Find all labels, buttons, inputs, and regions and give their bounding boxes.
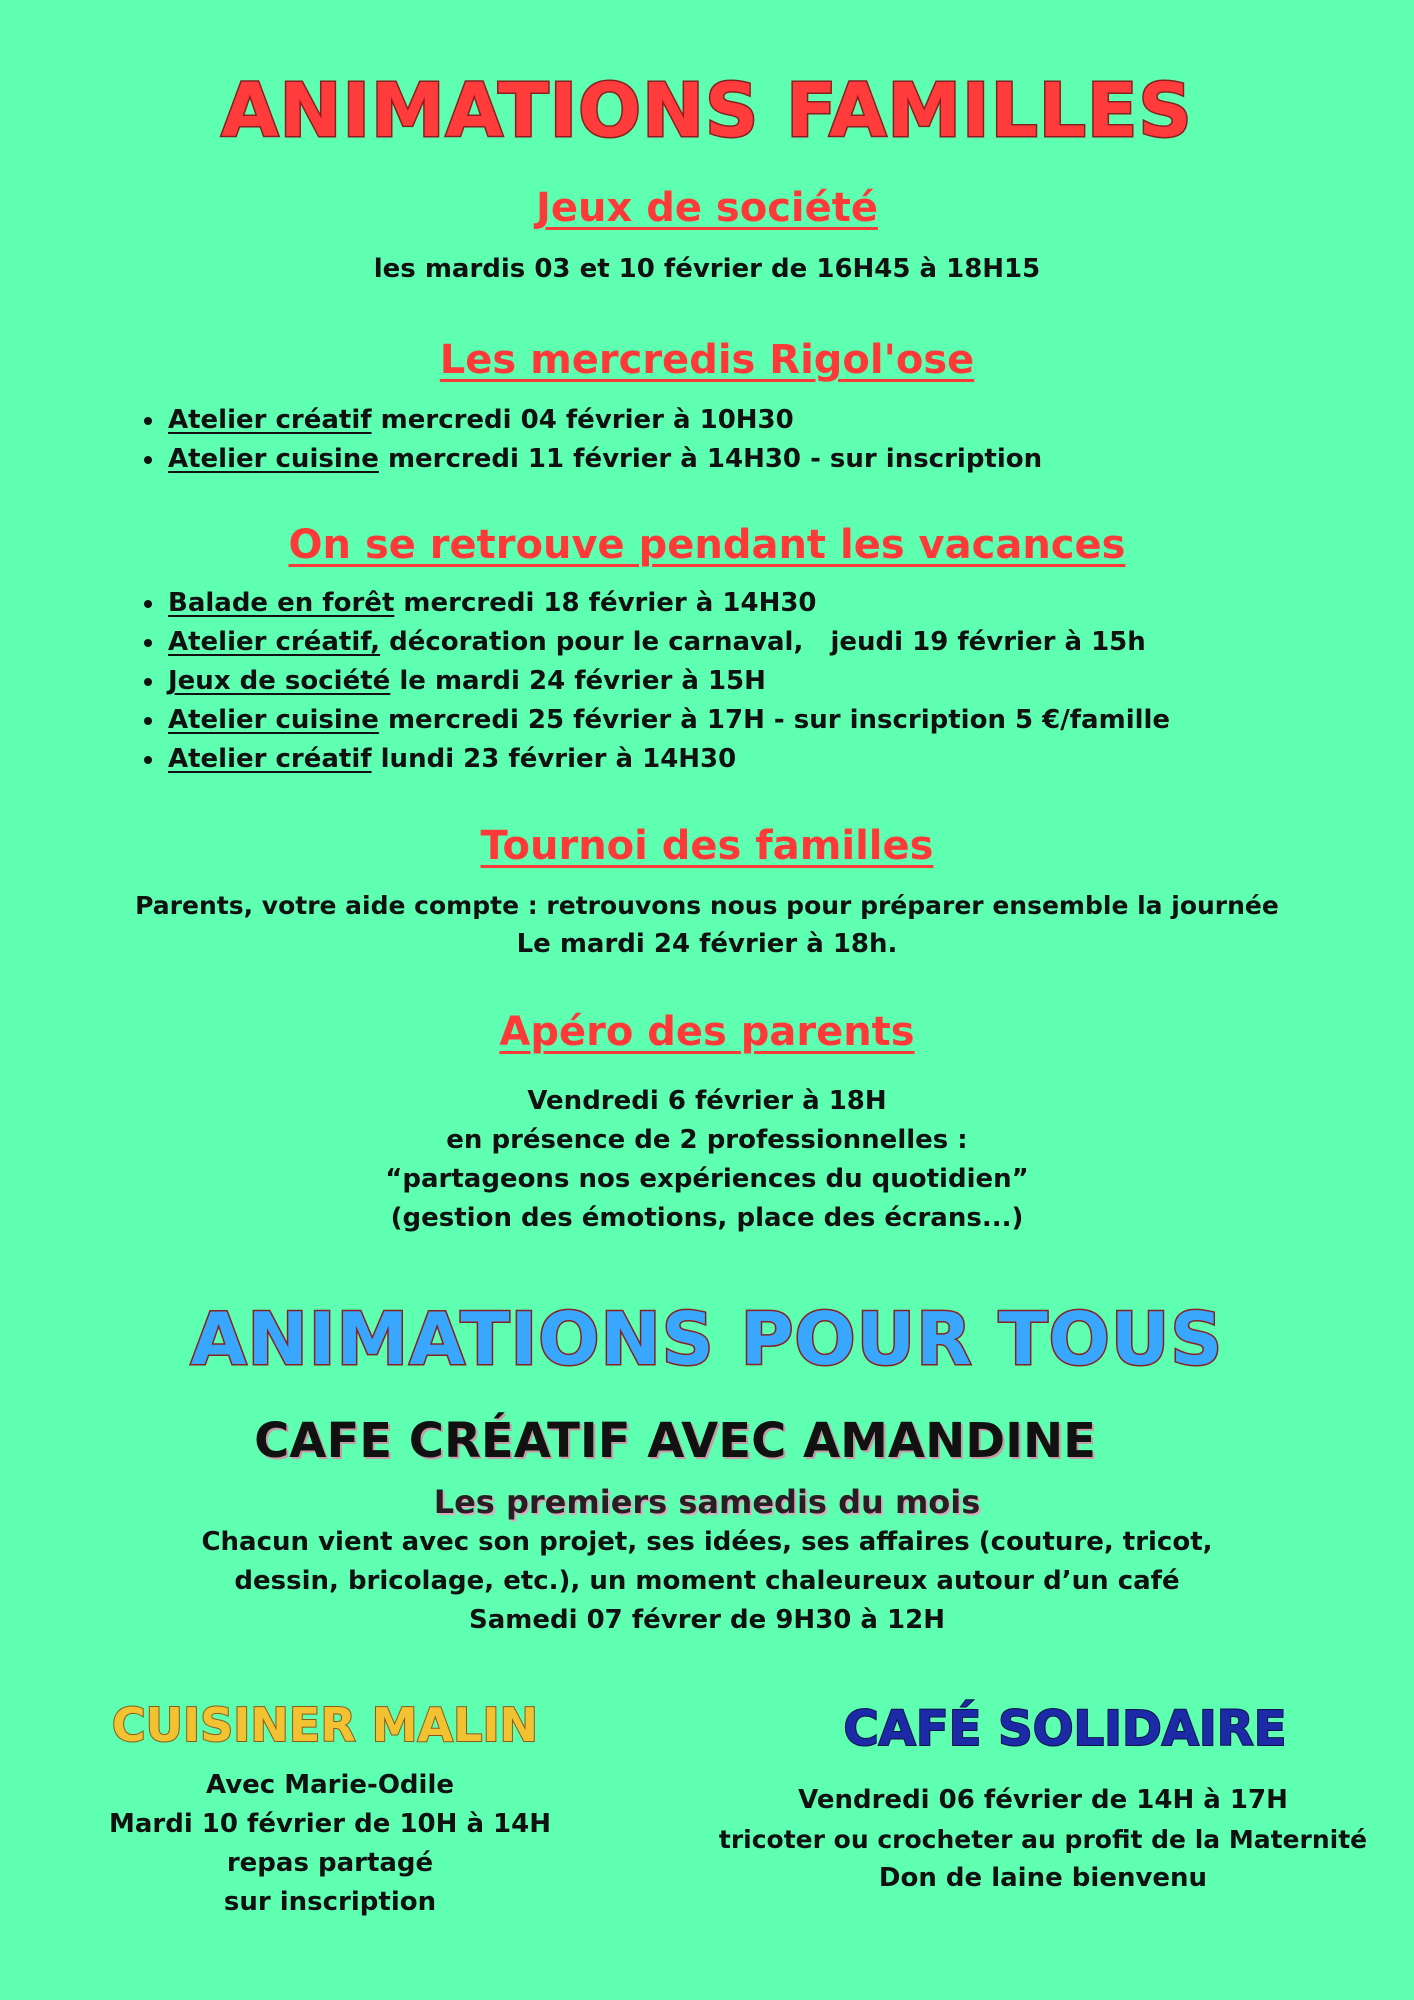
cafe-creatif-line1: Chacun vient avec son projet, ses idées, ses affaires (couture, tricot,	[201, 1527, 1213, 1557]
mercredis-heading: Les mercredis Rigol'ose	[439, 337, 975, 383]
list-item: • Atelier cuisine mercredi 11 février à 14H30 - sur inscription	[166, 440, 1042, 479]
list-item: • Atelier créatif lundi 23 février à 14H30	[166, 740, 1170, 779]
list-item: • Atelier créatif, décoration pour le carnaval, jeudi 19 février à 15h	[166, 623, 1170, 662]
vacances-heading: On se retrouve pendant les vacances	[288, 522, 1126, 568]
tournoi-line1: Parents, votre aide compte : retrouvons nous pour préparer ensemble la journée	[135, 891, 1279, 920]
list-item: • Atelier cuisine mercredi 25 février à 17H - sur inscription 5 €/famille	[166, 701, 1170, 740]
vacances-list	[130, 584, 1170, 779]
list-item: • Balade en forêt mercredi 18 février à 14H30	[166, 584, 1170, 623]
solidaire-line1: Vendredi 06 février de 14H à 17H	[798, 1785, 1288, 1815]
apero-line3: “partageons nos expériences du quotidien”	[385, 1164, 1029, 1194]
cafe-creatif-line2: dessin, bricolage, etc.), un moment chaleureux autour d’un café	[234, 1566, 1180, 1596]
solidaire-line3: Don de laine bienvenu	[878, 1863, 1208, 1893]
list-item: • Atelier créatif mercredi 04 février à 10H30	[166, 401, 1042, 440]
jeux-text: les mardis 03 et 10 février de 16H45 à 18H15	[373, 254, 1041, 284]
solidaire-line2: tricoter ou crocheter au profit de la Maternité	[718, 1825, 1368, 1854]
list-item: • Jeux de société le mardi 24 février à 15H	[166, 662, 1170, 701]
apero-line1: Vendredi 6 février à 18H	[527, 1086, 887, 1116]
tous-title: ANIMATIONS POUR TOUS	[190, 1297, 1224, 1381]
cuisiner-line2: Mardi 10 février de 10H à 14H	[108, 1809, 551, 1839]
cafe-creatif-line3: Samedi 07 févrer de 9H30 à 12H	[469, 1605, 945, 1635]
mercredis-list	[130, 401, 1042, 479]
apero-heading: Apéro des parents	[499, 1009, 915, 1055]
solidaire-title: CAFÉ SOLIDAIRE	[843, 1701, 1287, 1757]
tournoi-line2: Le mardi 24 février à 18h.	[516, 929, 898, 959]
cuisiner-line1: Avec Marie-Odile	[206, 1770, 454, 1800]
cuisiner-line4: sur inscription	[223, 1887, 437, 1917]
apero-line4: (gestion des émotions, place des écrans...)	[390, 1203, 1024, 1233]
cafe-creatif-subtitle: Les premiers samedis du mois	[433, 1483, 981, 1521]
tournoi-heading: Tournoi des familles	[480, 823, 934, 869]
page-title: ANIMATIONS FAMILLES	[221, 68, 1193, 154]
jeux-heading: Jeux de société	[536, 185, 878, 231]
cuisiner-line3: repas partagé	[226, 1848, 434, 1878]
apero-line2: en présence de 2 professionnelles :	[446, 1125, 968, 1155]
cuisiner-title: CUISINER MALIN	[111, 1698, 539, 1752]
cafe-creatif-title: CAFE CRÉATIF AVEC AMANDINE	[254, 1413, 1096, 1469]
